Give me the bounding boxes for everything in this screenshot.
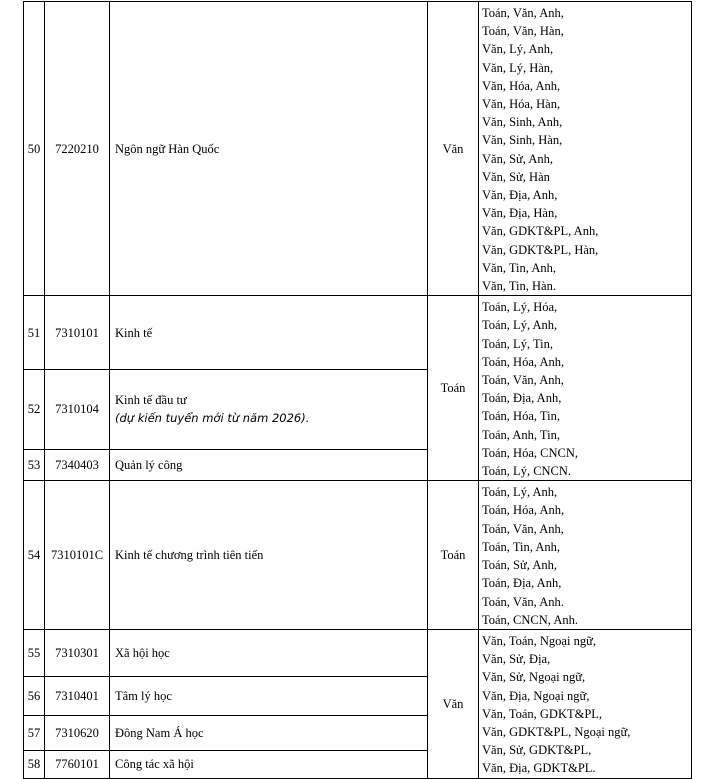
row-code: 7220210 [45, 2, 110, 296]
row-code: 7340403 [45, 449, 110, 480]
row-stt: 50 [24, 2, 45, 296]
row-code: 7310620 [45, 715, 110, 750]
combo-item: Toán, Lý, Anh, [482, 318, 558, 333]
combo-item: Toán, Hóa, Tin, [482, 409, 560, 424]
combo-item: Toán, Hóa, Anh, [482, 354, 565, 369]
combo-item: Văn, Địa, Anh, [482, 188, 558, 203]
combo-item: Toán, Lý, Hóa, [482, 300, 558, 315]
combo-item: Văn, GDKT&PL, Hàn, [482, 242, 599, 257]
main-subject: Văn [428, 2, 479, 296]
row-stt: 56 [24, 676, 45, 715]
table-row [24, 481, 692, 630]
combo-item: Văn, Tin, Anh, [482, 260, 556, 275]
combo-item: Văn, Toán, Ngoại ngữ, [482, 633, 596, 648]
combo-item: Toán, Hóa, Anh, [482, 503, 565, 518]
combo-item: Văn, Hóa, Hàn, [482, 97, 561, 112]
main-subject: Toán [428, 296, 479, 481]
major-note: (dự kiến tuyển mới từ năm 2026). [115, 411, 310, 426]
combo-item: Văn, Sử, Địa, [482, 652, 551, 667]
combo-item: Toán, Địa, Anh, [482, 391, 562, 406]
subject-combos [479, 629, 692, 778]
combo-item: Văn, Lý, Hàn, [482, 60, 554, 75]
table-row [24, 296, 692, 370]
combo-item: Toán, Văn, Anh, [482, 521, 564, 536]
row-major-name: Công tác xã hội [110, 750, 428, 778]
row-major-name: Tâm lý học [110, 676, 428, 715]
row-major-name: Quản lý công [110, 449, 428, 480]
combo-item: Văn, Hóa, Anh, [482, 78, 561, 93]
table-row [24, 629, 692, 676]
combo-item: Toán, Hóa, CNCN, [482, 445, 578, 460]
combo-item: Toán, CNCN, Anh. [482, 612, 579, 627]
combo-item: Văn, Sử, Hàn [482, 169, 550, 184]
combo-item: Văn, Sử, GDKT&PL, [482, 743, 592, 758]
row-code: 7310104 [45, 370, 110, 450]
admission-table [23, 1, 692, 779]
combo-item: Toán, Văn, Hàn, [482, 24, 564, 39]
row-major-name: Xã hội học [110, 629, 428, 676]
combo-item: Văn, Địa, Hàn, [482, 206, 558, 221]
row-stt: 53 [24, 449, 45, 480]
combo-item: Văn, Sinh, Hàn, [482, 133, 563, 148]
row-stt: 52 [24, 370, 45, 450]
combo-item: Toán, Lý, CNCN. [482, 464, 572, 479]
major-title: Kinh tế đầu tư [115, 393, 187, 408]
combo-item: Toán, Tin, Anh, [482, 539, 560, 554]
row-stt: 55 [24, 629, 45, 676]
main-subject: Văn [428, 629, 479, 778]
combo-item: Toán, Văn, Anh. [482, 594, 564, 609]
subject-combos [479, 481, 692, 630]
row-major-name: Kinh tế [110, 296, 428, 370]
combo-item: Văn, Địa, Ngoại ngữ, [482, 688, 590, 703]
combo-item: Văn, Lý, Anh, [482, 42, 554, 57]
row-code: 7310101C [45, 481, 110, 630]
combo-item: Văn, Toán, GDKT&PL, [482, 706, 603, 721]
row-stt: 58 [24, 750, 45, 778]
subject-combos [479, 2, 692, 296]
combo-item: Văn, Sử, Ngoại ngữ, [482, 670, 586, 685]
table-row [24, 2, 692, 296]
row-stt: 57 [24, 715, 45, 750]
main-subject: Toán [428, 481, 479, 630]
combo-item: Văn, Sinh, Anh, [482, 115, 563, 130]
combo-item: Văn, Địa, GDKT&PL. [482, 761, 596, 776]
combo-item: Văn, GDKT&PL, Anh, [482, 224, 599, 239]
subject-combos [479, 296, 692, 481]
row-stt: 51 [24, 296, 45, 370]
row-stt: 54 [24, 481, 45, 630]
combo-item: Toán, Anh, Tin, [482, 427, 560, 442]
combo-item: Toán, Lý, Tin, [482, 336, 554, 351]
combo-item: Toán, Địa, Anh, [482, 576, 562, 591]
row-code: 7760101 [45, 750, 110, 778]
row-code: 7310301 [45, 629, 110, 676]
row-major-name: Kinh tế chương trình tiên tiến [110, 481, 428, 630]
row-major-name: Ngôn ngữ Hàn Quốc [110, 2, 428, 296]
combo-item: Toán, Văn, Anh, [482, 6, 564, 20]
combo-item: Toán, Văn, Anh, [482, 373, 564, 388]
row-major-name [110, 370, 428, 450]
combo-item: Văn, Tin, Hàn. [482, 279, 556, 294]
combo-item: Toán, Lý, Anh, [482, 485, 558, 500]
combo-item: Văn, GDKT&PL, Ngoại ngữ, [482, 724, 631, 739]
combo-item: Toán, Sử, Anh, [482, 558, 557, 573]
row-code: 7310101 [45, 296, 110, 370]
row-code: 7310401 [45, 676, 110, 715]
combo-item: Văn, Sử, Anh, [482, 151, 554, 166]
row-major-name: Đông Nam Á học [110, 715, 428, 750]
